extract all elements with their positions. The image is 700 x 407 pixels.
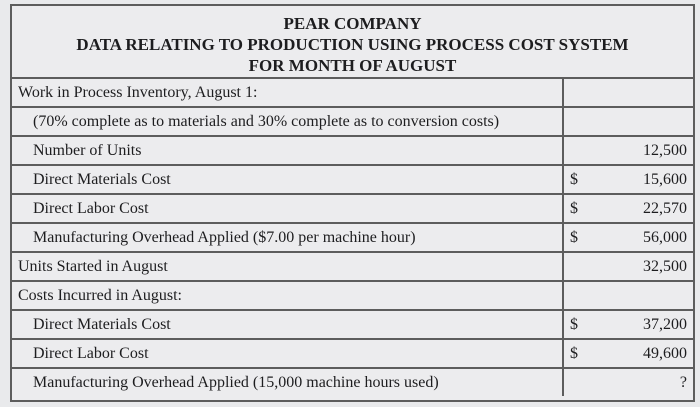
table-row (12, 223, 693, 252)
table-header (12, 6, 693, 79)
currency-symbol (563, 107, 584, 136)
table-row (12, 165, 693, 194)
row-value (584, 281, 693, 310)
row-label: (70% complete as to materials and 30% complete as to conversion costs) (12, 107, 563, 136)
row-value: 12,500 (584, 136, 693, 165)
currency-symbol (563, 368, 584, 396)
data-grid (12, 79, 693, 396)
table-row (12, 310, 693, 339)
table-row (12, 368, 693, 396)
row-value: 22,570 (584, 194, 693, 223)
currency-symbol (563, 136, 584, 165)
row-label: Direct Labor Cost (12, 339, 563, 368)
currency-symbol (563, 252, 584, 281)
row-label: Direct Materials Cost (12, 310, 563, 339)
row-label: Work in Process Inventory, August 1: (12, 79, 563, 107)
row-label: Manufacturing Overhead Applied ($7.00 per machine hour) (12, 223, 563, 252)
currency-symbol: $ (563, 339, 584, 368)
currency-symbol: $ (563, 194, 584, 223)
row-label: Direct Labor Cost (12, 194, 563, 223)
row-value: 37,200 (584, 310, 693, 339)
company-name: PEAR COMPANY (283, 14, 422, 33)
table-row (12, 194, 693, 223)
row-label: Number of Units (12, 136, 563, 165)
table-row (12, 339, 693, 368)
row-value: 15,600 (584, 165, 693, 194)
currency-symbol: $ (563, 310, 584, 339)
table-row (12, 79, 693, 107)
table-row (12, 136, 693, 165)
row-value: 56,000 (584, 223, 693, 252)
table-row (12, 107, 693, 136)
row-value (584, 79, 693, 107)
row-value: ? (584, 368, 693, 396)
currency-symbol: $ (563, 223, 584, 252)
row-value: 32,500 (584, 252, 693, 281)
row-label: Costs Incurred in August: (12, 281, 563, 310)
row-label: Manufacturing Overhead Applied (15,000 machine hours used) (12, 368, 563, 396)
table-row (12, 252, 693, 281)
table-row (12, 281, 693, 310)
row-value (584, 107, 693, 136)
report-title: DATA RELATING TO PRODUCTION USING PROCESS COST SYSTEM (76, 35, 629, 54)
currency-symbol (563, 281, 584, 310)
currency-symbol (563, 79, 584, 107)
row-label: Direct Materials Cost (12, 165, 563, 194)
report-period: FOR MONTH OF AUGUST (248, 56, 457, 75)
row-label: Units Started in August (12, 252, 563, 281)
cost-data-table (10, 4, 695, 402)
row-value: 49,600 (584, 339, 693, 368)
currency-symbol: $ (563, 165, 584, 194)
